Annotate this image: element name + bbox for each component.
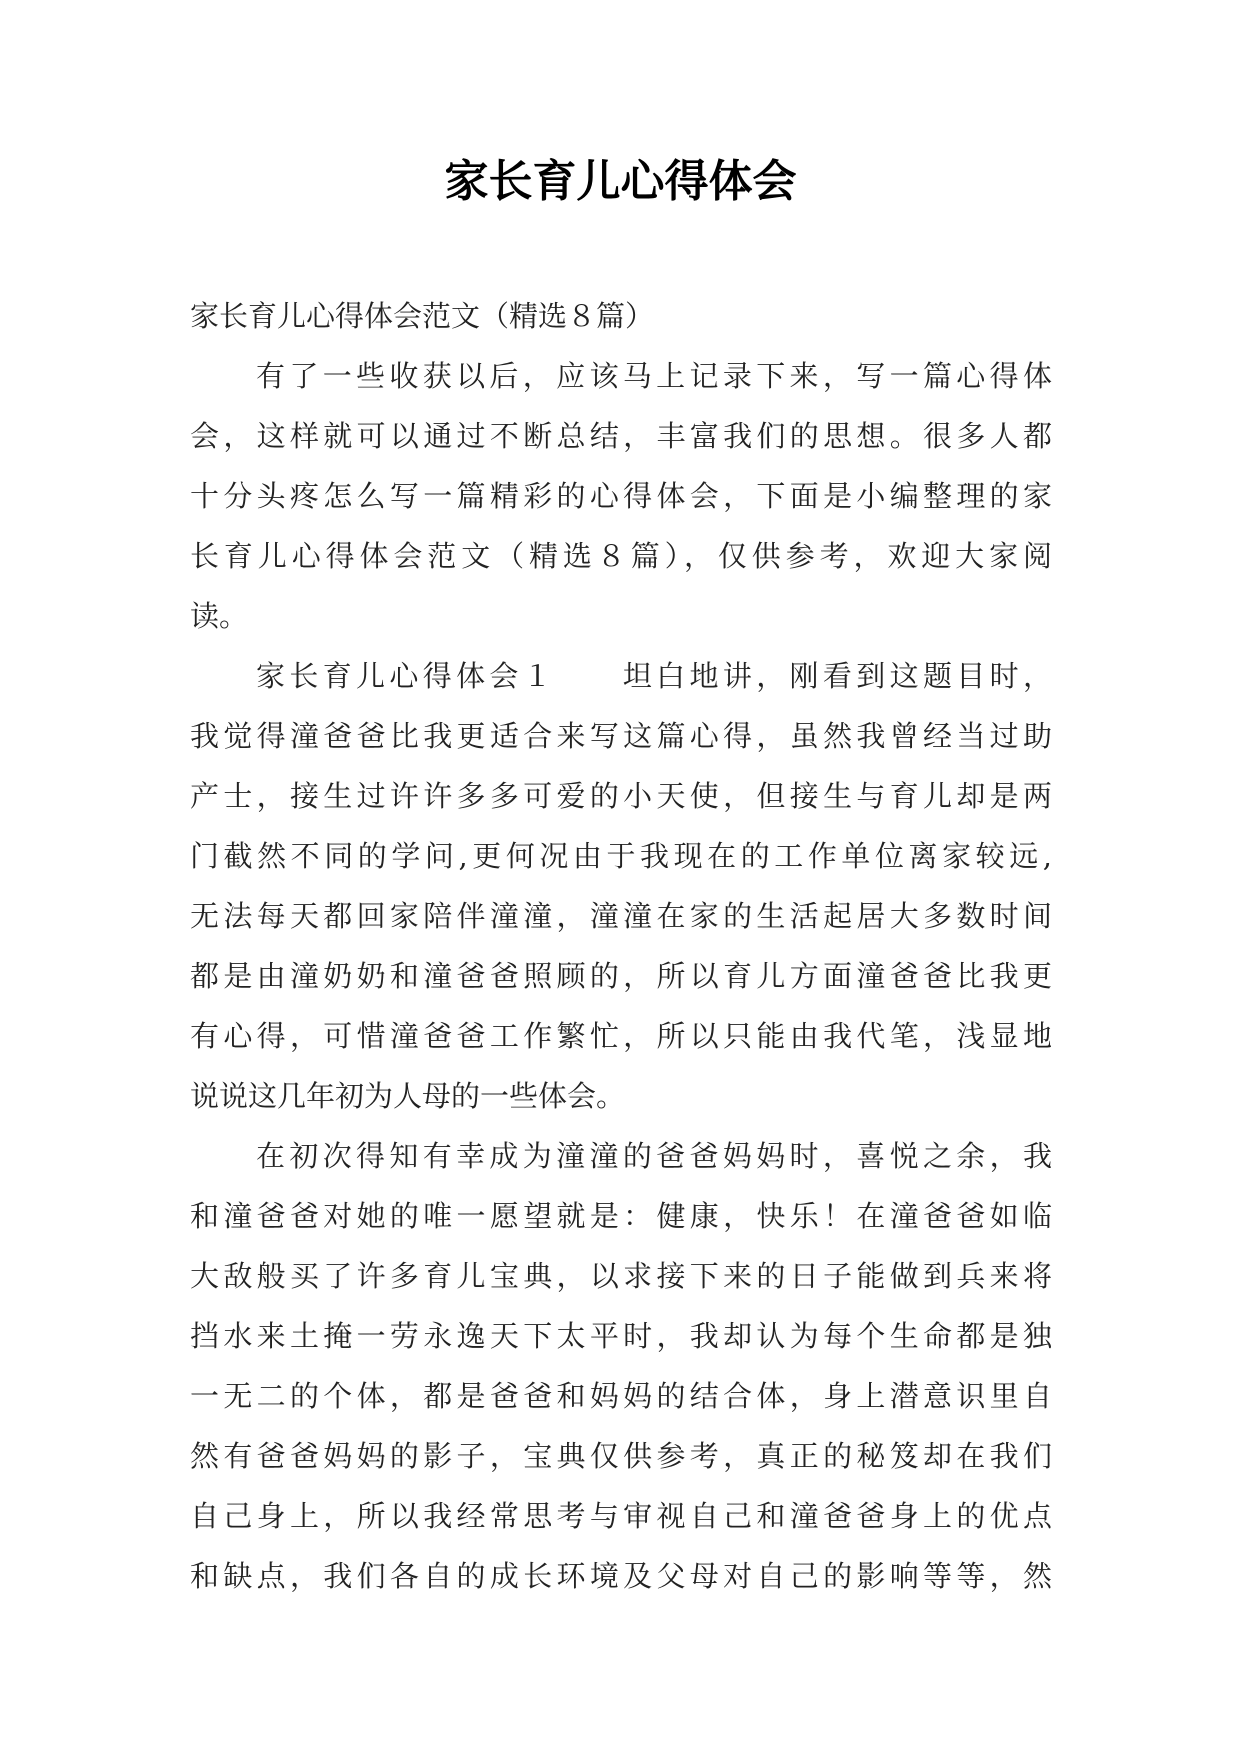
text-line: 门截然不同的学问,更何况由于我现在的工作单位离家较远, — [190, 839, 1052, 873]
text-line: 和缺点，我们各自的成长环境及父母对自己的影响等等，然 — [190, 1559, 1052, 1593]
text-line: 家长育儿心得体会范文（精选８篇） — [190, 299, 655, 333]
text-line: 会，这样就可以通过不断总结，丰富我们的思想。很多人都 — [190, 419, 1052, 453]
document-title: 家长育儿心得体会 — [444, 156, 797, 207]
text-line: 一无二的个体，都是爸爸和妈妈的结合体，身上潜意识里自 — [190, 1379, 1052, 1413]
text-line: 有心得，可惜潼爸爸工作繁忙，所以只能由我代笔，浅显地 — [190, 1019, 1052, 1053]
text-line: 有了一些收获以后，应该马上记录下来，写一篇心得体 — [256, 359, 1052, 393]
text-line: 读。 — [190, 599, 249, 633]
text-line: 产士，接生过许许多多可爱的小天使，但接生与育儿却是两 — [190, 779, 1052, 813]
text-line: 然有爸爸妈妈的影子，宝典仅供参考，真正的秘笈却在我们 — [190, 1439, 1052, 1473]
text-line: 挡水来土掩一劳永逸天下太平时，我却认为每个生命都是独 — [190, 1319, 1052, 1353]
text-line: 在初次得知有幸成为潼潼的爸爸妈妈时，喜悦之余，我 — [256, 1139, 1052, 1173]
text-line: 家长育儿心得体会１ 坦白地讲，刚看到这题目时， — [256, 659, 1052, 693]
text-line: 都是由潼奶奶和潼爸爸照顾的，所以育儿方面潼爸爸比我更 — [190, 959, 1052, 993]
text-line: 无法每天都回家陪伴潼潼，潼潼在家的生活起居大多数时间 — [190, 899, 1052, 933]
text-line: 长育儿心得体会范文（精选８篇），仅供参考，欢迎大家阅 — [190, 539, 1052, 573]
text-line: 大敌般买了许多育儿宝典，以求接下来的日子能做到兵来将 — [190, 1259, 1052, 1293]
document-body — [190, 286, 1052, 1606]
text-line: 说说这几年初为人母的一些体会。 — [190, 1079, 626, 1113]
text-line: 自己身上，所以我经常思考与审视自己和潼爸爸身上的优点 — [190, 1499, 1052, 1533]
text-line: 我觉得潼爸爸比我更适合来写这篇心得，虽然我曾经当过助 — [190, 719, 1052, 753]
text-line: 和潼爸爸对她的唯一愿望就是：健康，快乐！在潼爸爸如临 — [190, 1199, 1052, 1233]
text-line: 十分头疼怎么写一篇精彩的心得体会，下面是小编整理的家 — [190, 479, 1052, 513]
